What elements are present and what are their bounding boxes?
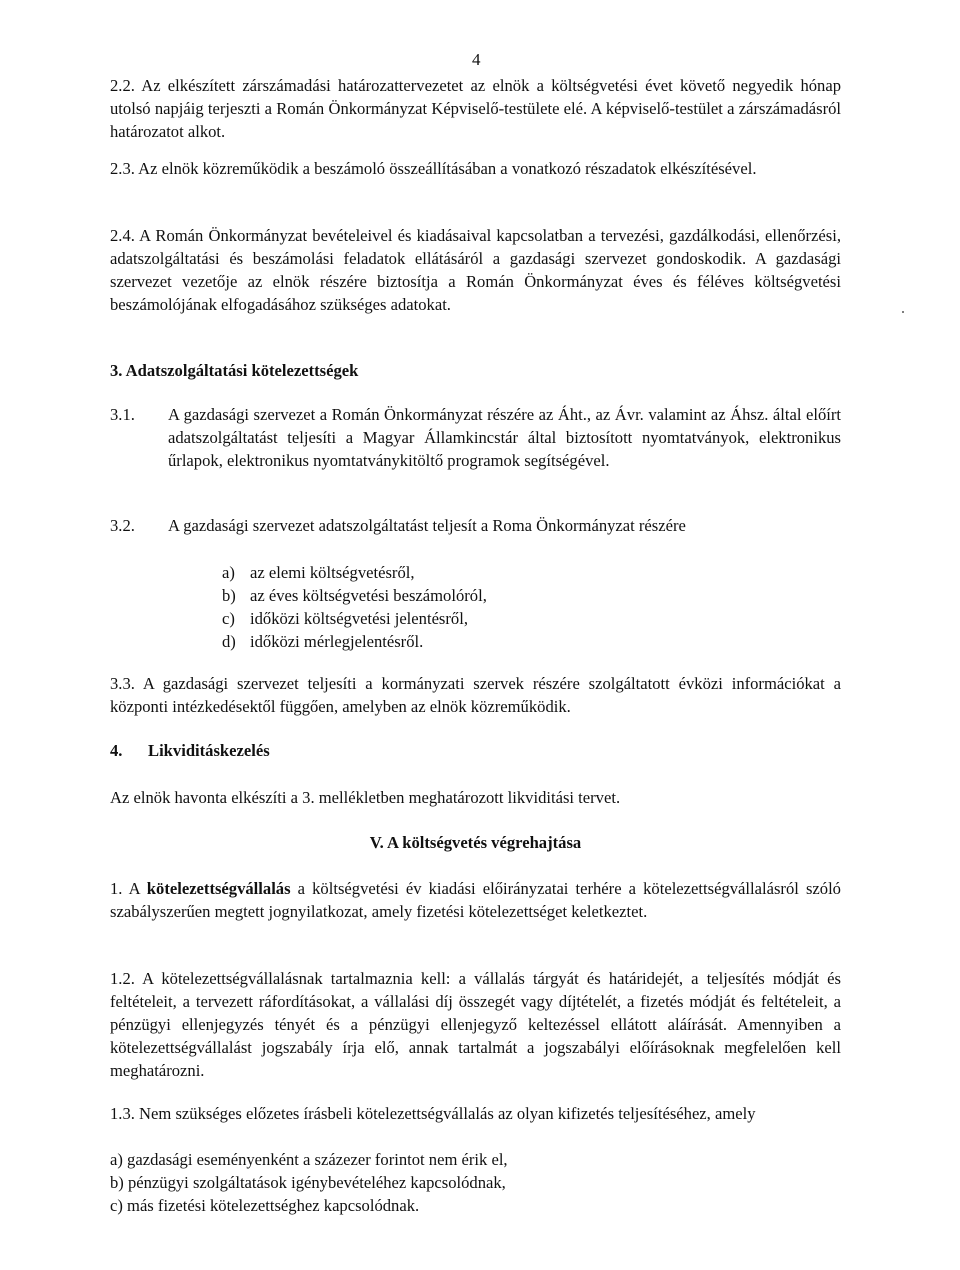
list-item: a) gazdasági eseményenként a százezer forintot nem érik el, [110,1150,508,1169]
list-item: c) más fizetési kötelezettséghez kapcsolódnak. [110,1196,420,1215]
paragraph-3-3: 3.3. A gazdasági szervezet teljesíti a kormányzati szervek részére szolgáltatott évközi információkat a központi intézkedésektől függően, amelyben az elnök közreműködik. [110,674,841,716]
paragraph-1-2: 1.2. A kötelezettségvállalásnak tartalmaznia kell: a vállalás tárgyát és határidejét, a teljesítés módját és feltételeit, a tervezett ráfordításokat, a vállalási díj összegét vagy díjtételét, a fizetés módját és feltételeit, a pénzügyi ellenjegyzés tényét és a pénzügyi ellenjegyző keltezéssel ellátott aláírását. Amennyiben a kötelezettségvállalást jogszabály írja elő, annak tartalmát a jogszabályi előírásoknak megfelelően kell meghatározni. [110,969,841,1080]
list-item: b) az éves költségvetési beszámolóról, [222,586,487,605]
paragraph-2-3: 2.3. Az elnök közreműködik a beszámoló összeállításában a vonatkozó részadatok elkészítésével. [110,159,757,178]
paragraph-2-4: 2.4. A Román Önkormányzat bevételeivel és kiadásaival kapcsolatban a tervezési, gazdálkodási, ellenőrzési, adatszolgáltatási és beszámolási feladatok ellátásáról a gazdasági szervezet gondoskodik. A gazdasági szervezet vezetője az elnök részére biztosítja a Román Önkormányzat éves és féléves költségvetési beszámolójának elfogadásához szükséges adatokat. [110,226,841,314]
item-3-1-number: 3.1. [110,405,135,424]
list-item: a) az elemi költségvetésről, [222,563,415,582]
section-3-heading: 3. Adatszolgáltatási kötelezettségek [110,361,359,380]
section-4-title: Likviditáskezelés [148,741,270,760]
paragraph-2-2: 2.2. Az elkészített zárszámadási határozattervezetet az elnök a költségvetési évet követő negyedik hónap utolsó napjáig terjeszti a Román Önkormányzat Képviselő-testülete elé. A képviselő-testület a zárszámadásról határozatot alkot. [110,76,841,141]
item-3-2-text: A gazdasági szervezet adatszolgáltatást teljesít a Roma Önkormányzat részére [168,516,686,535]
page-number: 4 [472,50,481,69]
paragraph-4: Az elnök havonta elkészíti a 3. mellékletben meghatározott likviditási tervet. [110,788,621,807]
list-item: d) időközi mérlegjelentésről. [222,632,424,651]
paragraph-v-1: 1. A kötelezettségvállalás a költségvetési év kiadási előirányzatai terhére a kötelezettségvállalásról szóló szabályszerűen megtett jognyilatkozat, amely fizetési kötelezettséget keletkeztet. [110,879,841,921]
section-4-number: 4. [110,741,123,760]
item-3-1-text: A gazdasági szervezet a Román Önkormányzat részére az Áht., az Ávr. valamint az Áhsz. által előírt adatszolgáltatást teljesíti a Magyar Államkincstár által biztosított nyomtatványok, elektronikus űrlapok, elektronikus nyomtatványkitöltő programok segítségével. [168,405,841,470]
item-3-2-number: 3.2. [110,516,135,535]
paragraph-1-3: 1.3. Nem szükséges előzetes írásbeli kötelezettségvállalás az olyan kifizetés teljesítéséhez, amely [110,1104,756,1123]
term-kotelezettsegvallalas: kötelezettségvállalás [146,879,291,898]
scan-speck [902,311,904,313]
list-item: c) időközi költségvetési jelentésről, [222,609,468,628]
list-item: b) pénzügyi szolgáltatások igénybevételéhez kapcsolódnak, [110,1173,506,1192]
chapter-v-heading: V. A költségvetés végrehajtása [369,833,582,852]
